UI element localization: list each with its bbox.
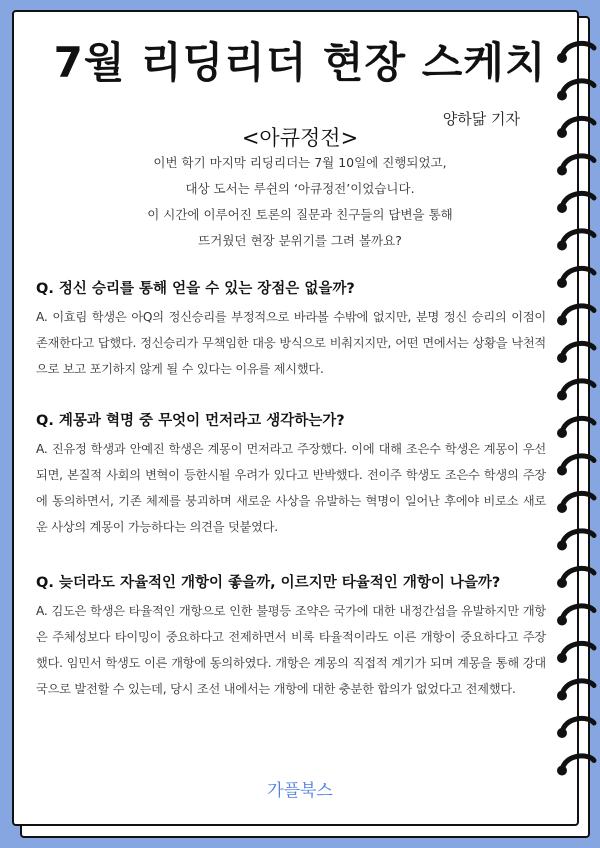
spiral-binding-ring-icon [557, 493, 594, 513]
spiral-binding-ring-icon [557, 156, 594, 176]
answer-text: A. 이효림 학생은 아Q의 정신승리를 부정적으로 바라볼 수밖에 없지만, 분명 정신 승리의 이점이 존재한다고 답했다. 정신승리가 무책임한 대응 방식으로 비춰지지만, 어떤 면에서는 상황을 낙천적으로 보고 포기하지 않게 될 수 있다는 이유를 제시했다. [36, 310, 546, 376]
question-heading: Q. 정신 승리를 통해 얻을 수 있는 장점은 없을까? [36, 281, 355, 297]
answer-text: A. 진유정 학생과 안예진 학생은 계몽이 먼저라고 주장했다. 이에 대해 조은수 학생은 계몽이 우선되면, 본질적 사회의 변혁이 등한시될 우려가 있다고 반박했다. 전이주 학생도 조은수 학생의 주장에 동의하면서, 기존 체제를 붕괴하며 새로운 사상을 유발하는 혁명이 일어난 후에야 비로소 새로운 사상의 계몽이 가능하다는 의견을 덧붙였다. [36, 442, 546, 534]
spiral-binding-ring-icon [557, 268, 594, 288]
spiral-binding-ring-icon [557, 343, 594, 363]
spiral-binding-ring-icon [557, 718, 594, 738]
spiral-binding-ring-icon [557, 381, 594, 401]
spiral-binding-ring-icon [557, 231, 594, 251]
spiral-binding-ring-icon [557, 418, 594, 438]
publisher-footer: 가플북스 [267, 781, 333, 801]
page-title: 7월 리딩리더 현장 스케치 [53, 38, 547, 87]
spiral-binding-ring-icon [557, 606, 594, 626]
qa-block-3 [36, 573, 546, 702]
intro-paragraph [100, 150, 500, 254]
book-subtitle: <아큐정전> [241, 126, 359, 150]
intro-line: 이번 학기 마지막 리딩리더는 7월 10일에 진행되었고, [153, 155, 447, 170]
spiral-binding-ring-icon [557, 531, 594, 551]
intro-line: 이 시간에 이루어진 토론의 질문과 친구들의 답변을 통해 [147, 207, 453, 222]
spiral-binding-ring-icon [557, 43, 594, 63]
answer-text: A. 김도은 학생은 타율적인 개항으로 인한 불평등 조약은 국가에 대한 내정간섭을 유발하지만 개항은 주체성보다 타이밍이 중요하다고 전제하면서 비록 타율적이라도 이른 개항이 중요하다고 주장했다. 임민서 학생도 이른 개항에 동의하였다. 개항은 계몽의 직접적 계기가 되며 계몽을 통해 강대국으로 발전할 수 있는데, 당시 조선 내에서는 개항에 대한 충분한 합의가 없었다고 전제했다. [36, 604, 546, 696]
spiral-binding-ring-icon [557, 118, 594, 138]
spiral-binding-ring-icon [557, 568, 594, 588]
qa-block-2 [36, 411, 546, 540]
spiral-binding-ring-icon [557, 306, 594, 326]
spiral-binding-ring-icon [557, 456, 594, 476]
intro-line: 뜨거웠던 현장 분위기를 그려 볼까요? [198, 233, 402, 248]
reporter-byline: 양하닮 기자 [442, 110, 520, 128]
spiral-binding-ring-icon [557, 643, 594, 663]
spiral-binding-ring-icon [557, 756, 594, 776]
spiral-binding [548, 38, 600, 798]
question-heading: Q. 늦더라도 자율적인 개항이 좋을까, 이르지만 타율적인 개항이 나을까? [36, 575, 501, 591]
question-heading: Q. 계몽과 혁명 중 무엇이 먼저라고 생각하는가? [36, 413, 345, 429]
spiral-binding-ring-icon [557, 193, 594, 213]
spiral-binding-ring-icon [557, 81, 594, 101]
qa-block-1 [36, 279, 546, 382]
intro-line: 대상 도서는 루쉰의 ‘아큐정전’이었습니다. [185, 181, 415, 196]
spiral-binding-ring-icon [557, 681, 594, 701]
